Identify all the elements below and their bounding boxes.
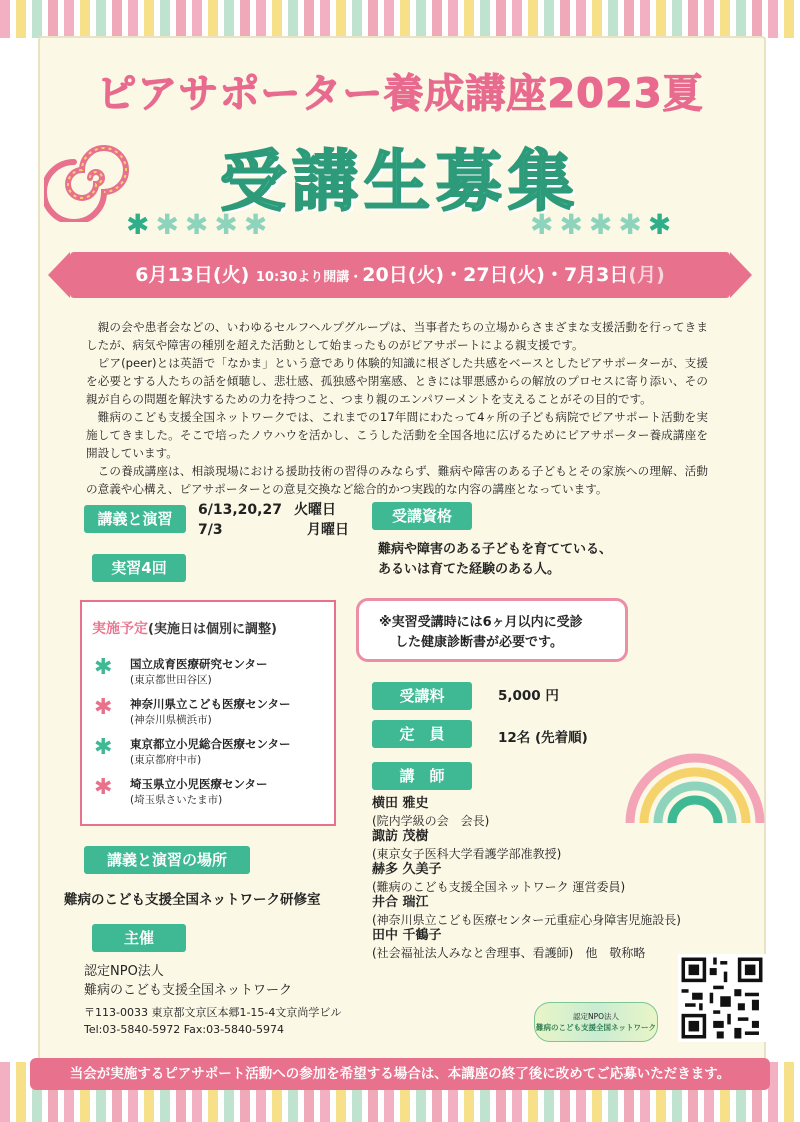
place-value: 難病のこども支援全国ネットワーク研修室: [64, 892, 321, 908]
facility-item: [94, 736, 291, 767]
lecture-dates-2: 7/3: [198, 522, 223, 538]
facility-place: (東京都世田谷区): [130, 674, 212, 686]
schedule-box: [80, 600, 336, 826]
lecture-dates-1: 6/13,20,27: [198, 502, 282, 518]
lecture-tag: 講義と演習: [84, 505, 186, 533]
lecture-day-2: 月曜日: [307, 522, 349, 538]
star-decoration-right-icon: ✱✱✱✱✱: [530, 208, 678, 241]
place-tag: 講義と演習の場所: [84, 846, 250, 874]
logo-line1: 認定NPO法人: [572, 1012, 620, 1021]
facility-item: [94, 696, 291, 727]
note-line2: した健康診断書が必要です。: [395, 635, 563, 650]
recruitment-heading: 受講生募集: [220, 143, 580, 220]
date-time: 10:30より開講・: [255, 270, 363, 285]
green-asterisk-icon: ✱: [94, 735, 113, 760]
capacity-tag: 定 員: [372, 720, 472, 748]
top-stripe-border: [0, 0, 800, 38]
date-paren3: (火): [508, 264, 545, 286]
lecturer-role: (院内学級の会 会長): [372, 813, 490, 828]
organizer-tag: 主催: [92, 924, 186, 952]
lecturer-role: (東京女子医科大学看護学部准教授): [372, 846, 562, 861]
facility-name: 国立成育医療研究センター: [130, 657, 268, 671]
schedule-title: 実施予定: [92, 621, 148, 637]
lecturer-name: 井合 瑞江: [372, 895, 429, 910]
intro-text: [86, 318, 708, 498]
facility-item: [94, 776, 268, 807]
fee-tag: 受講料: [372, 682, 472, 710]
logo-line2: 難病のこども支援全国ネットワーク: [536, 1023, 656, 1032]
date-paren1: (火): [212, 264, 250, 286]
date-part2: 20日: [362, 264, 408, 286]
pink-asterisk-icon: ✱: [94, 775, 113, 800]
facility-place: (神奈川県横浜市): [130, 714, 212, 726]
facility-name: 東京都立小児総合医療センター: [130, 737, 291, 751]
lecturer-name: 諏訪 茂樹: [372, 829, 429, 844]
practice-tag: 実習4回: [92, 554, 186, 582]
lecture-day-1: 火曜日: [294, 502, 336, 518]
dates-banner: [70, 252, 730, 298]
intro-paragraph: ピア(peer)とは英語で「なかま」という意であり体験的知識に根ざした共感をベースとしたピアサポーターが、支援を必要とする人たちの話を傾聴し、悲壮感、孤独感や閉塞感、ときには罪悪感からの解放のプロセスに寄り添い、その親が自らの問題を解決するための力を持つこと、つまり親のエンパワーメントを支えることがその目的です。: [86, 356, 708, 406]
qualification-line2: あるいは育てた経験のある人。: [378, 562, 561, 577]
intro-paragraph: 親の会や患者会などの、いわゆるセルフヘルプグループは、当事者たちの立場からさまざまな支援活動を行ってきましたが、病気や障害の種別を超えた活動として始まったものがピアサポートによる親支援です。: [86, 320, 708, 352]
date-part1: 6月13日: [135, 264, 213, 286]
organizer-address: 〒113-0033 東京都文京区本郷1-15-4文京尚学ビル: [84, 1006, 342, 1019]
star-decoration-left-icon: ✱✱✱✱✱: [126, 208, 274, 241]
fee-value: 5,000 円: [498, 688, 559, 704]
lecturer-list: [372, 796, 681, 961]
schedule-title-note: (実施日は個別に調整): [148, 622, 277, 637]
facility-place: (埼玉県さいたま市): [130, 794, 223, 806]
date-part4: ・7月3日: [544, 264, 629, 286]
footer-notice: 当会が実施するピアサポート活動への参加を希望する場合は、本講座の終了後に改めてご応募いただきます。: [30, 1058, 770, 1090]
organizer-contact: [84, 1004, 341, 1038]
qr-code-icon[interactable]: [678, 954, 766, 1042]
lecturer-name: 横田 雅史: [372, 796, 429, 811]
intro-paragraph: この養成講座は、相談現場における援助技術の習得のみならず、難病や障害のある子どもとその家族への理解、活動の意義や心構え、ピアサポーターとの意見交換など総合的かつ実践的な内容の講座となっています。: [86, 464, 708, 496]
facility-item: [94, 656, 268, 687]
course-title: ピアサポーター養成講座2023夏: [96, 71, 704, 117]
lecture-schedule: [198, 500, 349, 540]
lecturer-name: 田中 千鶴子: [372, 928, 442, 943]
schedule-box-title: [92, 618, 334, 638]
qualification-text: [378, 540, 612, 580]
organizer-line1: 認定NPO法人: [84, 964, 164, 979]
date-paren2: (火): [407, 264, 445, 286]
intro-paragraph: 難病のこども支援全国ネットワークでは、これまでの17年間にわたって4ヶ所の子ども病院でピアサポート活動を実施してきました。そこで培ったノウハウを活かし、こうした活動を全国各地に広げるためにピアサポーター養成講座を開設しています。: [86, 410, 708, 460]
date-paren4: (月): [628, 264, 665, 286]
qualification-line1: 難病や障害のある子どもを育てている、: [378, 542, 613, 557]
lecturer-role: (難病のこども支援全国ネットワーク 運営委員): [372, 879, 626, 894]
facility-place: (東京都府中市): [130, 754, 202, 766]
organizer-block: [84, 962, 292, 1000]
qualification-tag: 受講資格: [372, 502, 472, 530]
green-asterisk-icon: ✱: [94, 655, 113, 680]
lecturer-role: (社会福祉法人みなと舎理事、看護師) 他 敬称略: [372, 945, 646, 960]
facility-name: 神奈川県立こども医療センター: [130, 697, 291, 711]
organization-logo: [534, 1002, 658, 1042]
organizer-tel: Tel:03-5840-5972 Fax:03-5840-5974: [84, 1023, 284, 1036]
pink-asterisk-icon: ✱: [94, 695, 113, 720]
facility-name: 埼玉県立小児医療センター: [130, 777, 268, 791]
capacity-value: 12名 (先着順): [498, 730, 588, 746]
health-note-box: [356, 598, 628, 662]
note-line1: ※実習受講時には6ヶ月以内に受診: [379, 615, 583, 630]
date-part3: ・27日: [444, 264, 509, 286]
lecturer-name: 赫多 久美子: [372, 862, 442, 877]
organizer-line2: 難病のこども支援全国ネットワーク: [84, 983, 293, 998]
lecturers-tag: 講 師: [372, 762, 472, 790]
lecturer-role: (神奈川県立こども医療センター元重症心身障害児施設長): [372, 912, 681, 927]
